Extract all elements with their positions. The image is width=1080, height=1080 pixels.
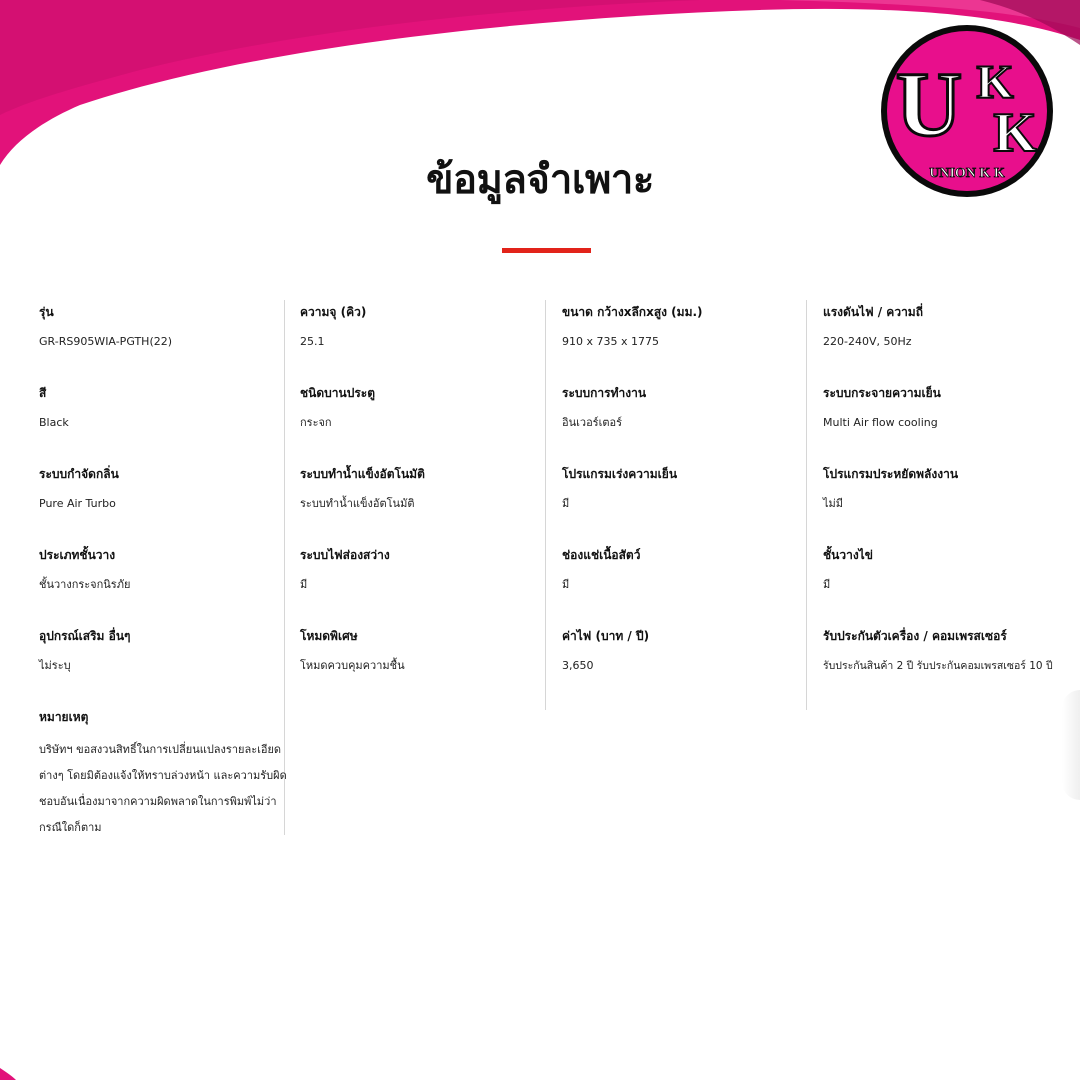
spec-voltage: [823, 304, 923, 350]
spec-value: ไม่มี: [823, 497, 844, 510]
spec-value: GR-RS905WIA-PGTH(22): [39, 335, 173, 348]
spec-cooling-distribution: [823, 385, 941, 431]
spec-label: ช่องแช่เนื้อสัตว์: [562, 548, 641, 562]
spec-value: Multi Air flow cooling: [823, 416, 938, 429]
spec-label: อุปกรณ์เสริม อื่นๆ: [39, 629, 131, 643]
spec-value: 25.1: [300, 335, 325, 348]
spec-label: รับประกันตัวเครื่อง / คอมเพรสเซอร์: [823, 629, 1007, 643]
spec-shelf-type: [39, 547, 130, 593]
spec-value: Pure Air Turbo: [39, 497, 116, 510]
spec-egg-shelf: [823, 547, 873, 593]
spec-value: มี: [823, 578, 831, 591]
spec-value: กระจก: [300, 416, 332, 429]
spec-lighting: [300, 547, 390, 593]
spec-meat-compartment: [562, 547, 640, 593]
note-label: หมายเหตุ: [39, 710, 89, 724]
logo-letter-k-bottom: K: [993, 102, 1037, 164]
spec-deodorizer: [39, 466, 119, 512]
spec-label: ระบบกำจัดกลิ่น: [39, 467, 119, 481]
spec-value: 220-240V, 50Hz: [823, 335, 912, 348]
logo-letter-u: U: [895, 53, 963, 155]
spec-model: [39, 304, 172, 350]
spec-label: ความจุ (คิว): [300, 305, 367, 319]
spec-ice-maker: [300, 466, 425, 512]
spec-label: ขนาด กว้างxลึกxสูง (มม.): [562, 305, 703, 319]
spec-label: โหมดพิเศษ: [300, 629, 358, 643]
note-text: บริษัทฯ ขอสงวนสิทธิ์ในการเปลี่ยนแปลงรายละเอียดต่างๆ โดยมิต้องแจ้งให้ทราบล่วงหน้า และความรับผิดชอบอันเนื่องมาจากความผิดพลาดในการพิมพ์ไม่ว่ากรณีใดก็ตาม: [39, 743, 287, 834]
corner-accent: [0, 1068, 20, 1080]
spec-label: ระบบการทำงาน: [562, 386, 647, 400]
spec-label: รุ่น: [39, 305, 54, 319]
spec-dimensions: [562, 304, 703, 350]
spec-value: โหมดควบคุมความชื้น: [300, 659, 405, 672]
page-title: ข้อมูลจำเพาะ: [426, 157, 654, 203]
edge-shadow: [1062, 690, 1080, 800]
spec-electricity-cost: [562, 628, 649, 674]
spec-label: โปรแกรมประหยัดพลังงาน: [823, 467, 959, 481]
spec-label: โปรแกรมเร่งความเย็น: [562, 467, 678, 481]
spec-value: Black: [39, 416, 69, 429]
spec-value: มี: [300, 578, 308, 591]
spec-value: ชั้นวางกระจกนิรภัย: [39, 578, 131, 591]
spec-note: [39, 709, 289, 841]
spec-label: ระบบกระจายความเย็น: [823, 386, 941, 400]
column-divider: [806, 300, 807, 710]
spec-label: ประเภทชั้นวาง: [39, 548, 116, 562]
spec-value: ระบบทำน้ำแข็งอัตโนมัติ: [300, 497, 415, 510]
spec-value: รับประกันสินค้า 2 ปี รับประกันคอมเพรสเซอร์ 10 ปี: [823, 660, 1053, 672]
spec-label: ชั้นวางไข่: [823, 548, 873, 562]
spec-value: ไม่ระบุ: [39, 659, 71, 672]
spec-label: ระบบทำน้ำแข็งอัตโนมัติ: [300, 467, 425, 481]
spec-label: ค่าไฟ (บาท / ปี): [562, 629, 650, 643]
spec-value: มี: [562, 578, 570, 591]
spec-door-type: [300, 385, 375, 431]
title-underline: [502, 248, 591, 253]
spec-capacity: [300, 304, 366, 350]
logo-brand-text: UNION K K: [929, 166, 1005, 181]
spec-operation-system: [562, 385, 646, 431]
logo-letter-k-top: K: [976, 56, 1014, 109]
spec-value: 910 x 735 x 1775: [562, 335, 659, 348]
spec-value: 3,650: [562, 659, 594, 672]
spec-value: มี: [562, 497, 570, 510]
spec-color: [39, 385, 69, 431]
spec-warranty: [823, 628, 1053, 674]
spec-label: สี: [39, 386, 47, 400]
spec-accessories: [39, 628, 130, 674]
spec-label: ระบบไฟส่องสว่าง: [300, 548, 390, 562]
spec-energy-saving: [823, 466, 958, 512]
spec-fast-cooling: [562, 466, 677, 512]
spec-label: แรงดันไฟ / ความถี่: [823, 305, 923, 319]
column-divider: [545, 300, 546, 710]
spec-special-mode: [300, 628, 405, 674]
spec-value: อินเวอร์เตอร์: [562, 416, 622, 429]
spec-label: ชนิดบานประตู: [300, 386, 375, 400]
